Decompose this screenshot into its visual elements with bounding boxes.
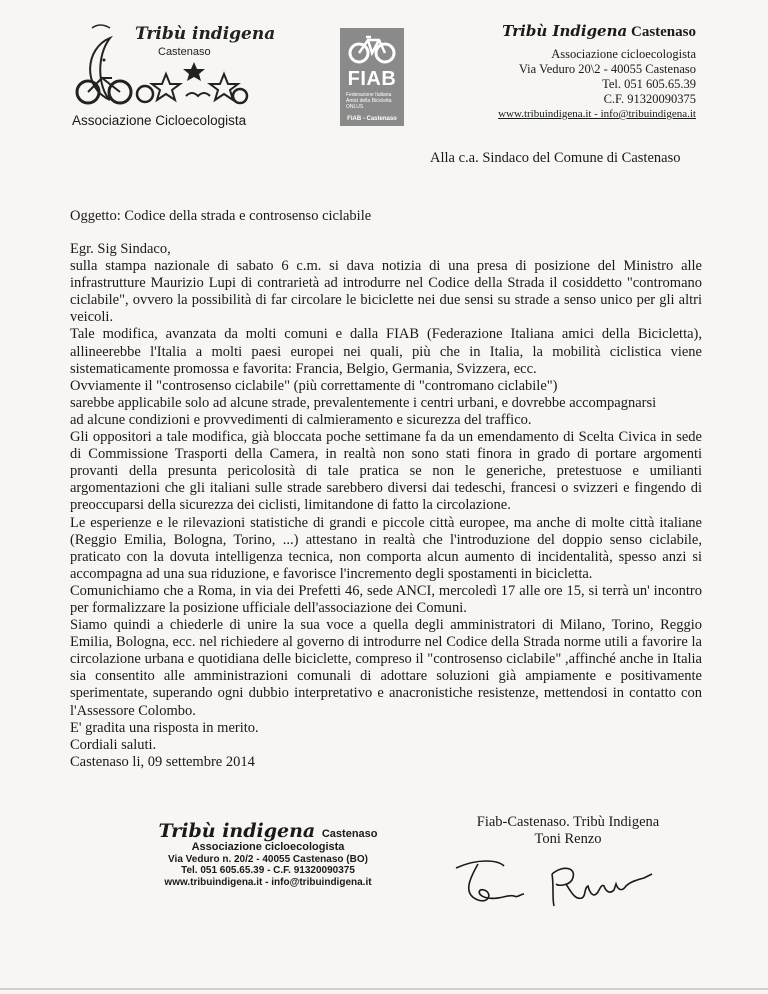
sender-line-3: Tel. 051 605.65.39: [602, 77, 696, 91]
stamp-line-2: Via Veduro n. 20/2 - 40055 Castenaso (BO): [168, 853, 368, 865]
signer-organization: Fiab-Castenaso. Tribù Indigena: [476, 814, 660, 830]
handwritten-signature: [448, 854, 688, 914]
letter-date: Castenaso li, 09 settembre 2014: [70, 753, 255, 770]
stamp-brand: [118, 820, 418, 842]
fiab-footer: FIAB - Castenaso: [347, 116, 397, 122]
body-paragraph: sarebbe applicabile solo ad alcune strade, prevalentemente i centri urbani, e dovrebbe accompagnarsi: [70, 394, 657, 411]
body-paragraph: Ovviamente il "controsenso ciclabile" (più correttamente di "contromano ciclabile"): [70, 377, 558, 394]
fiab-logo: [340, 28, 404, 126]
sender-line-1: Associazione cicloecologista: [551, 47, 696, 61]
signer-name: Toni Renzo: [534, 831, 602, 847]
stamp-line-1: Associazione cicloecologista: [191, 841, 345, 853]
body-paragraph: E' gradita una risposta in merito.: [70, 719, 259, 736]
letter-subject: Oggetto: Codice della strada e controsenso ciclabile: [70, 208, 372, 224]
stamp-town: Castenaso: [321, 828, 378, 840]
sender-line-2: Via Veduro 20\2 - 40055 Castenaso: [518, 62, 696, 76]
sender-address-block: [498, 24, 696, 122]
body-paragraph: sulla stampa nazionale di sabato 6 c.m. si dava notizia di una presa di posizione del Ministro alle infrastrutture Maurizio Lupi di contrarietà ad introdurre nel Codice della Strada il cosiddetto "contromano ciclabile", ovvero la possibilità di far circolare le biciclette nei due sensi su strade a senso unico per gli altri veicoli.: [70, 258, 702, 326]
body-paragraph: Cordiali saluti.: [70, 736, 157, 753]
letter-body: [70, 241, 702, 771]
tribu-indigena-logo: [70, 18, 300, 128]
body-paragraph: Siamo quindi a chiederle di unire la sua voce a quella degli amministratori di Milano, Torino, Reggio Emilia, Bologna, ecc. nel richiedere al governo di introdurre nel Codice della Strada norme utili a favorire la circolazione urbana e quotidiana delle biciclette, compreso il "controsenso ciclabile" ,affinché anche in Italia sia consentito alle amministrazioni comunali di adottare soluzioni già ampiamente e positivamente sperimentate, superando ogni dubbio interpretativo e anacronistiche resistenze, mettendosi in contatto con l'Assessore Colombo.: [70, 617, 702, 719]
sender-town: Castenaso: [630, 24, 696, 40]
association-stamp: [118, 820, 418, 888]
fiab-subtitle: Federazione Italiana Amici della Bicicletta ONLUS: [346, 92, 392, 110]
signer-block: [468, 814, 668, 848]
logo-town: Castenaso: [158, 46, 211, 58]
body-paragraph: Le esperienze e le rilevazioni statistiche di grandi e piccole città europee, ma anche di molte città italiane (Reggio Emilia, Bologna, Torino, ...) attestano in realtà che l'introduzione del doppio senso ciclabile, praticato con la dovuta intelligenza tecnica, non comporta alcun aumento di incidentalità, spesso anzi si accompagna ad una sua riduzione, e favorisce l'incremento degli spostamenti in bicicletta.: [70, 514, 702, 582]
sender-line-4: C.F. 91320090375: [603, 92, 696, 106]
body-paragraph: ad alcune condizioni e provvedimenti di calmieramento e sicurezza del traffico.: [70, 411, 532, 428]
addressee: Alla c.a. Sindaco del Comune di Castenaso: [430, 150, 681, 166]
logo-association: Associazione Cicloecologista: [72, 113, 247, 128]
body-paragraph: Tale modifica, avanzata da molti comuni e dalla FIAB (Federazione Italiana amici della Bicicletta), allineerebbe l'Italia a molti paesi europei nei quali, più che in Italia, la mobilità ciclistica viene sistematicamente promossa e favorita: Francia, Belgio, Germania, Svizzera, ecc.: [70, 326, 702, 377]
bottom-edge-divider: [0, 988, 768, 990]
body-paragraph: Gli oppositori a tale modifica, già bloccata poche settimane fa da un emendamento di Scelta Civica in sede di Commissione Trasporti della Camera, in realtà non sono stati finora in grado di portare argomenti provanti della presunta pericolosità di tale pratica se non le generiche, pretestuose e umilianti argomentazioni che gli italiani sulle strade sarebbero diversi dai tedeschi, francesi o svizzeri e fingendo di preoccuparsi della sicurezza dei ciclisti, limitandone di fatto la circolazione.: [70, 429, 702, 514]
logo-brand-script: Tribù indigena: [135, 24, 276, 44]
stamp-brand-script: Tribù indigena: [158, 820, 316, 842]
body-paragraph: Egr. Sig Sindaco,: [70, 241, 171, 257]
fiab-word: FIAB: [347, 68, 397, 90]
body-paragraph: Comunichiamo che a Roma, in via dei Prefetti 46, sede ANCI, mercoledì 17 alle ore 15, si terrà un' incontro per formalizzare la posizione ufficiale dell'associazione dei Comuni.: [70, 582, 702, 616]
sender-brand: [498, 24, 696, 40]
sender-brand-script: Tribù Indigena: [502, 22, 628, 40]
stamp-line-4: www.tribuindigena.it - info@tribuindigena.it: [164, 876, 372, 888]
sender-web-link[interactable]: www.tribuindigena.it - info@tribuindigena.it: [498, 108, 696, 120]
bicycle-icon: [348, 34, 396, 64]
stamp-line-3: Tel. 051 605.65.39 - C.F. 91320090375: [181, 865, 355, 876]
